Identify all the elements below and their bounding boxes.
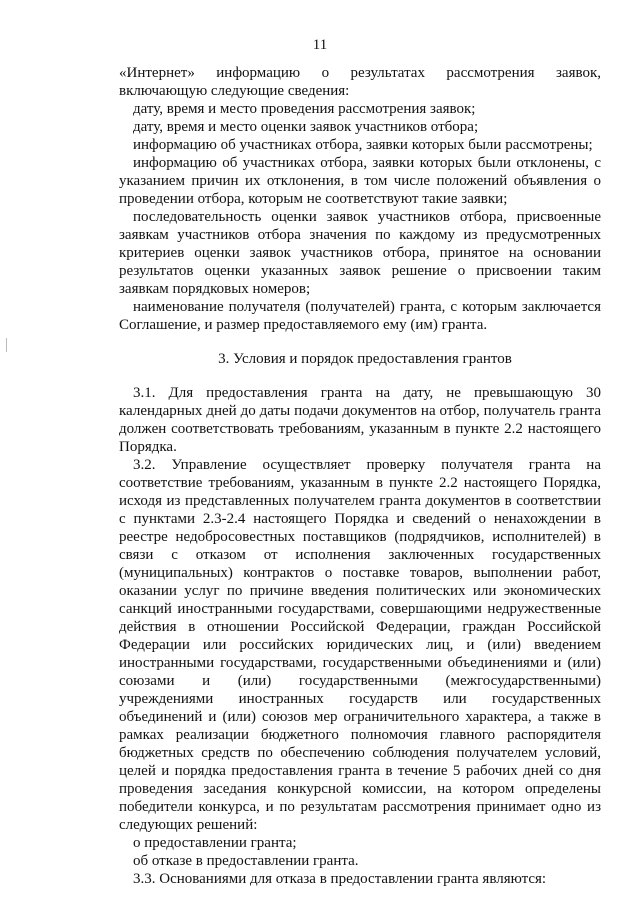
list-item: последовательность оценки заявок участников отбора, присвоенные заявкам участников отбора значения по каждому из предусмотренных критериев оценки заявок участников отбора, принятое на основании результатов оценки указанных заявок решение о присвоении таким заявкам порядковых номеров; bbox=[119, 209, 601, 297]
list-item: информацию об участниках отбора, заявки которых были рассмотрены; bbox=[133, 137, 593, 153]
document-body bbox=[119, 64, 601, 888]
paragraph-3-2: 3.2. Управление осуществляет проверку получателя гранта на соответствие требованиям, указанным в пункте 2.2 настоящего Порядка, исходя из представленных получателем гранта документов в соответствии с пунктами 2.3-2.4 настоящего Порядка и сведений о ненахождении в реестре недобросовестных поставщиков (подрядчиков, исполнителей) в связи с отказом от исполнения заключенных государственных (муниципальных) контрактов о поставке товаров, выполнении работ, оказании услуг по причине введения политических или экономических санкций иностранными государствами, совершающими недружественные действия в отношении Российской Федерации, граждан Российской Федерации или российских юридических лиц, и (или) введением иностранными государствами, государственными объединениями и (или) союзами и (или) государственными (межгосударственными) учреждениями иностранных государств или государственных объединений и (или) союзов мер ограничительного характера, а также в рамках реализации бюджетного полномочия главного распорядителя бюджетных средств по обеспечению соблюдения получателем условий, целей и порядка предоставления гранта в течение 5 рабочих дней со дня проведения заседания конкурсной комиссии, на котором определены победители конкурса, и по результатам рассмотрения принимает одно из следующих решений: bbox=[119, 457, 601, 833]
section-heading: 3. Условия и порядок предоставления грантов bbox=[218, 351, 512, 367]
margin-mark bbox=[6, 338, 7, 352]
paragraph-intro: «Интернет» информацию о результатах рассмотрения заявок, включающую следующие сведения: bbox=[119, 65, 601, 99]
list-item: информацию об участниках отбора, заявки которых были отклонены, с указанием причин их отклонения, в том числе положений объявления о проведении отбора, которым не соответствуют такие заявки; bbox=[119, 155, 601, 207]
decision-item: об отказе в предоставлении гранта. bbox=[133, 853, 359, 869]
list-item: дату, время и место проведения рассмотрения заявок; bbox=[133, 101, 476, 117]
page-number: 11 bbox=[312, 37, 328, 53]
paragraph-3-3: 3.3. Основаниями для отказа в предоставлении гранта являются: bbox=[133, 871, 547, 887]
decision-item: о предоставлении гранта; bbox=[133, 835, 297, 851]
list-item: дату, время и место оценки заявок участников отбора; bbox=[133, 119, 479, 135]
list-item: наименование получателя (получателей) гранта, с которым заключается Соглашение, и размер предоставляемого ему (им) гранта. bbox=[119, 299, 601, 333]
paragraph-3-1: 3.1. Для предоставления гранта на дату, не превышающую 30 календарных дней до даты подачи документов на отбор, получатель гранта должен соответствовать требованиям, указанным в пункте 2.2 настоящего Порядка. bbox=[119, 385, 601, 455]
